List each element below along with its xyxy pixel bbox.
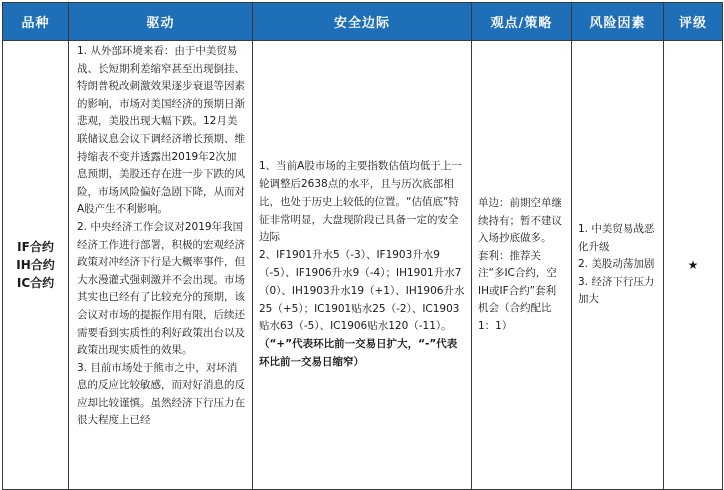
driver-paragraph: 3. 目前市场处于熊市之中，对坏消息的反应比较敏感，而对好消息的反应却比较谨慎。虽然经济下行压力在很大程度上已经 — [77, 361, 245, 427]
safety-margin-paragraph — [259, 247, 465, 372]
product-line: IC合约 — [16, 276, 55, 290]
header-view-strategy: 观点/策略 — [472, 3, 572, 41]
star-icon: ★ — [687, 258, 699, 272]
header-rating: 评级 — [664, 3, 723, 41]
table-row — [3, 41, 723, 490]
product-line: IH合约 — [16, 258, 55, 272]
view-paragraph: 单边：前期空单继续持有；暂不建议入场抄底做多。 — [478, 197, 562, 244]
header-product: 品种 — [3, 3, 69, 41]
basis-values: 2、IF1901升水5（-3）、IF1903升水9（-5）、IF1906升水9（-4）；IH1901升水7（0）、IH1903升水19（+1）、IH1906升水25（+5）；IC1901贴水25（-2）、IC1903贴水63（-5）、IC1906贴水120（-11）。 — [259, 249, 465, 333]
product-cell — [3, 41, 69, 490]
driver-cell — [69, 41, 253, 490]
strategy-table — [2, 2, 723, 490]
safety-margin-cell — [253, 41, 472, 490]
risk-item: 1. 中美贸易战恶化升级 — [578, 223, 655, 253]
basis-note: （“+”代表环比前一交易日扩大，“-”代表环比前一交易日缩窄） — [259, 338, 458, 368]
risk-item: 2. 美股动荡加剧 — [578, 258, 655, 271]
driver-paragraph: 1. 从外部环境来看：由于中美贸易战、长短期利差缩窄甚至出现倒挂、特朗普税改刺激效果逐步衰退等因素的影响，市场对美国经济的预期日渐悲观，美股出现大幅下跌。12月美联储议息会议下调经济增长预期、维持缩表不变并透露出2019年2次加息预期，美股还存在进一步下跌的风险，市场风险偏好急剧下降，从而对A股产生不利影响。 — [77, 45, 245, 216]
safety-margin-paragraph: 1、当前A股市场的主要指数估值均低于上一轮调整后2638点的水平，且与历次底部相比，也处于历史上较低的位置。“估值底”特征非常明显，大盘现阶段已具备一定的安全边际 — [259, 160, 462, 244]
risk-item: 3. 经济下行压力加大 — [578, 275, 655, 306]
driver-paragraph: 2. 中央经济工作会议对2019年我国经济工作进行部署，积极的宏观经济政策对冲经济下行是大概率事件，但大水漫灌式强刺激并不会出现。市场其实也已经有了比较充分的预期，该会议对市场的提振作用有限，后续还需要看到实质性的利好政策出台以及政策出现实质性的效果。 — [77, 220, 245, 357]
header-safety-margin: 安全边际 — [253, 3, 472, 41]
risk-cell — [572, 41, 664, 490]
product-line: IF合约 — [17, 240, 54, 254]
header-row — [3, 3, 723, 41]
rating-cell — [664, 41, 723, 490]
header-risk: 风险因素 — [572, 3, 664, 41]
header-driver: 驱动 — [69, 3, 253, 41]
view-paragraph: 套利：推荐关注“多IC合约，空IH或IF合约”套利机会（合约配比1：1） — [478, 249, 557, 332]
view-strategy-cell — [472, 41, 572, 490]
